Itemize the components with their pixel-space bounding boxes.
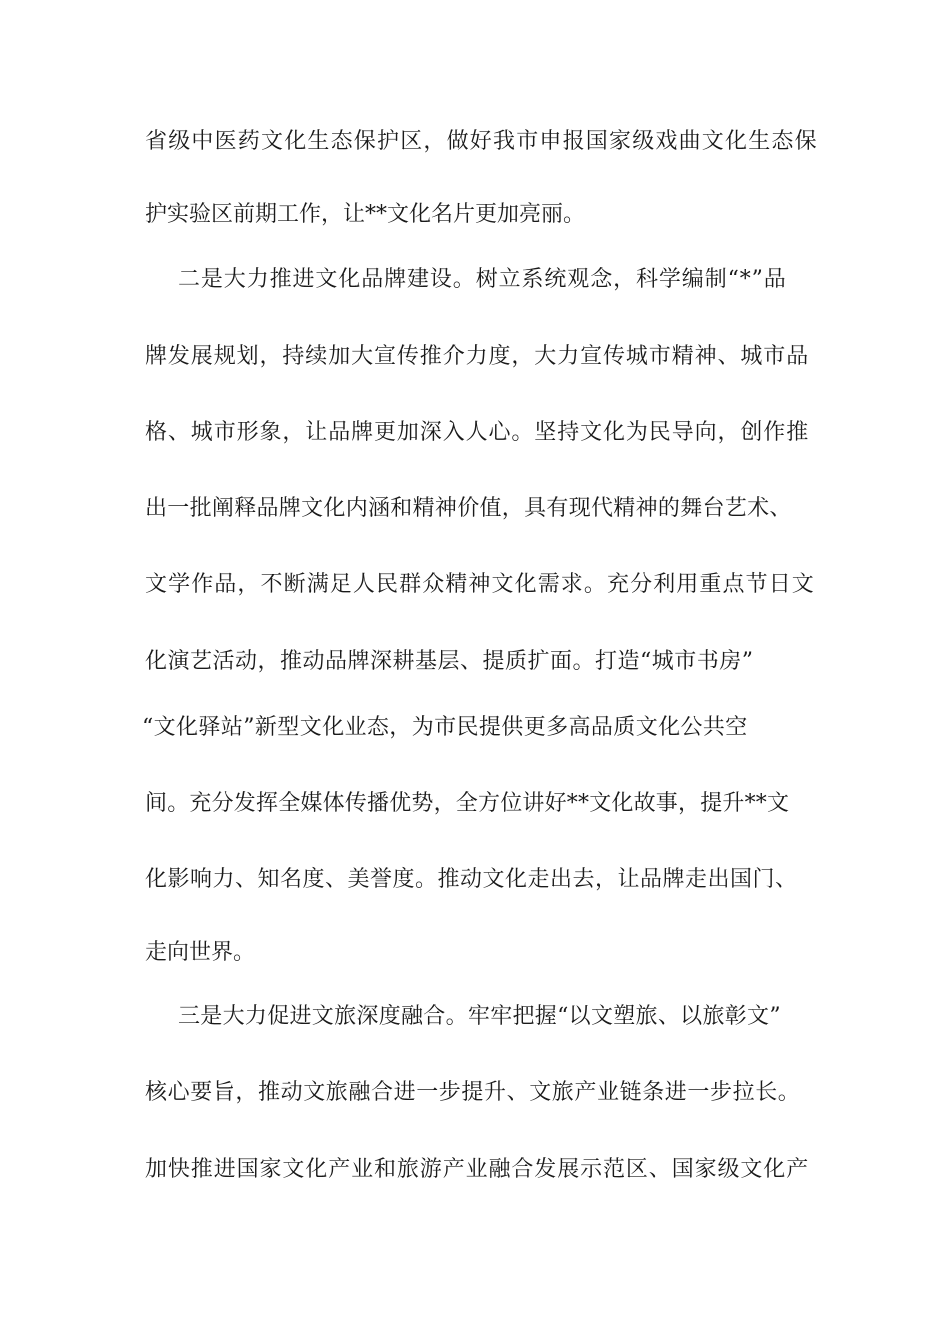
text-line: 文学作品，不断满足人民群众精神文化需求。充分利用重点节日文 [145,572,815,597]
text-line: 核心要旨，推动文旅融合进一步提升、文旅产业链条进一步拉长。 [145,1080,801,1105]
text-line: 省级中医药文化生态保护区，做好我市申报国家级戏曲文化生态保 [145,129,818,154]
text-line: 化演艺活动，推动品牌深耕基层、提质扩面。打造“城市书房” [145,649,754,674]
text-line: 出一批阐释品牌文化内涵和精神价值，具有现代精神的舞台艺术、 [145,496,792,521]
text-line: 间。充分发挥全媒体传播优势，全方位讲好**文化故事，提升**文 [145,791,790,816]
text-line: 加快推进国家文化产业和旅游产业融合发展示范区、国家级文化产 [145,1157,810,1182]
text-line: 走向世界。 [145,940,256,965]
text-line: 化影响力、知名度、美誉度。推动文化走出去，让品牌走出国门、 [145,867,798,892]
text-line: 格、城市形象，让品牌更加深入人心。坚持文化为民导向，创作推 [145,420,810,445]
text-line: “文化驿站”新型文化业态，为市民提供更多高品质文化公共空 [142,715,748,740]
paragraph-start-line: 三是大力促进文旅深度融合。牢牢把握“以文塑旅、以旅彰文” [178,1004,781,1029]
paragraph-start-line: 二是大力推进文化品牌建设。树立系统观念，科学编制“*”品 [178,267,787,292]
text-line: 牌发展规划，持续加大宣传推介力度，大力宣传城市精神、城市品 [145,344,810,369]
text-line: 护实验区前期工作，让**文化名片更加亮丽。 [145,202,586,227]
